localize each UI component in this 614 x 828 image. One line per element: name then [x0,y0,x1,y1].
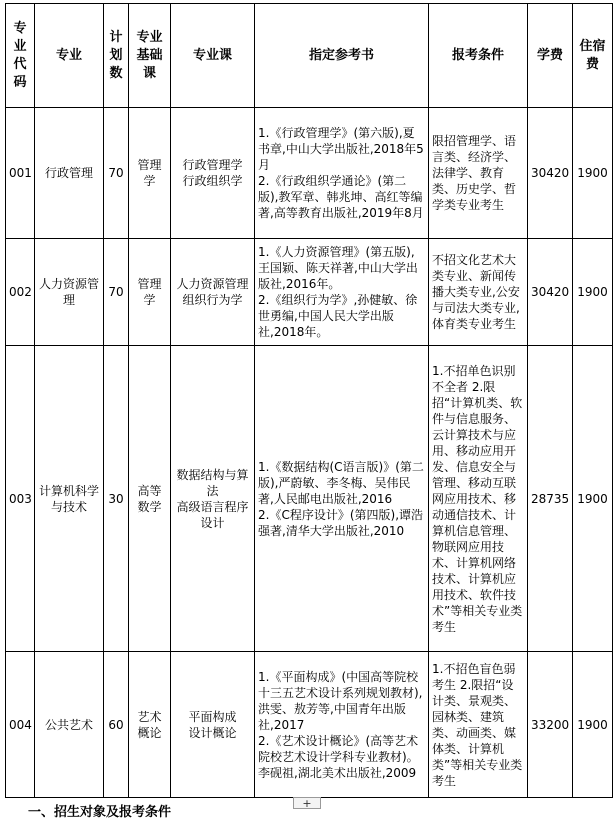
row-requirements: 1.不招单色识别不全者 2.限招“计算机类、软件与信息服务、云计算技术与应用、移动应用开发、信息安全与管理、移动互联网应用技术、移动通信技术、计算机信息管理、物联网应用技术、计算机网络技术、计算机应用技术、软件技术”等相关专业类考生 [429,346,528,652]
row-courses [171,239,255,346]
row-basic-course: 高等数学 [129,346,171,652]
row-dorm: 1900 [573,346,613,652]
row-courses [171,652,255,798]
row-code: 004 [6,652,35,798]
row-dorm: 1900 [573,652,613,798]
header-books: 指定参考书 [255,4,429,108]
course-item: 组织行为学 [182,293,243,307]
row-dorm: 1900 [573,239,613,346]
row-courses [171,108,255,239]
book-item: 2.《组织行为学》,孙健敏、徐世勇编,中国人民大学出版社,2018年。 [258,293,418,339]
row-plan: 70 [104,239,129,346]
row-books [255,239,429,346]
header-fee: 学费 [528,4,573,108]
row-books [255,652,429,798]
header-course: 专业课 [171,4,255,108]
row-code: 003 [6,346,35,652]
row-books [255,108,429,239]
row-basic-course: 管理学 [129,108,171,239]
row-dorm: 1900 [573,108,613,239]
row-plan: 30 [104,346,129,652]
row-plan: 60 [104,652,129,798]
row-plan: 70 [104,108,129,239]
row-requirements: 限招管理学、语言类、经济学、法律学、教育类、历史学、哲学类专业考生 [429,108,528,239]
section-heading: 一、招生对象及报考条件 [28,805,172,820]
course-item: 人力资源管理 [176,277,249,291]
table-row [6,652,613,798]
book-item: 1.《平面构成》(中国高等院校十三五艺术设计系列规划教材),洪雯、敖芳等,中国青年出版社,2017 [258,669,423,732]
header-basic-course: 专业基础课 [129,4,171,108]
course-item: 行政组织学 [182,174,243,188]
course-item: 高级语言程序设计 [176,499,249,530]
header-major: 专业 [35,4,104,108]
row-basic-course: 艺术概论 [129,652,171,798]
row-fee: 30420 [528,239,573,346]
table-header-row [6,4,613,108]
course-item: 平面构成 [188,709,237,724]
row-major: 行政管理 [35,108,104,239]
header-dorm: 住宿费 [573,4,613,108]
course-item: 数据结构与算法 [176,467,249,498]
row-code: 001 [6,108,35,239]
header-plan: 计划数 [104,4,129,108]
row-fee: 33200 [528,652,573,798]
book-item: 1.《行政管理学》(第六版),夏书章,中山大学出版社,2018年5月 [258,126,424,172]
row-fee: 28735 [528,346,573,652]
header-requirements: 报考条件 [429,4,528,108]
enrollment-plan-table [5,3,613,798]
table-row [6,108,613,239]
course-item: 行政管理学 [182,158,243,172]
header-code: 专业代码 [6,4,35,108]
book-item: 2.《艺术设计概论》(高等艺术院校艺术设计学科专业教材)。李砚祖,湖北美术出版社,2009 [258,733,419,780]
row-code: 002 [6,239,35,346]
row-major: 公共艺术 [35,652,104,798]
book-item: 2.《C程序设计》(第四版),谭浩强著,清华大学出版社,2010 [258,507,424,538]
row-major: 计算机科学与技术 [35,346,104,652]
row-requirements: 不招文化艺术大类专业、新闻传播大类专业,公安与司法大类专业,体育类专业考生 [429,239,528,346]
row-courses [171,346,255,652]
row-fee: 30420 [528,108,573,239]
add-row-button[interactable]: + [293,797,321,809]
table-row [6,239,613,346]
row-books [255,346,429,652]
book-item: 1.《数据结构(C语言版)》(第二版),严蔚敏、李冬梅、吴伟民著,人民邮电出版社,2016 [258,459,424,506]
book-item: 1.《人力资源管理》(第五版),王国颖、陈天祥著,中山大学出版社,2016年。 [258,245,418,291]
course-item: 设计概论 [188,725,237,740]
row-basic-course: 管理学 [129,239,171,346]
row-major: 人力资源管理 [35,239,104,346]
table-row [6,346,613,652]
book-item: 2.《行政组织学通论》(第二版),教军章、韩兆坤、高红等编著,高等教育出版社,2019年8月 [258,174,424,220]
row-requirements: 1.不招色盲色弱考生 2.限招“设计类、景观类、园林类、建筑类、动画类、媒体类、计算机类”等相关专业类考生 [429,652,528,798]
